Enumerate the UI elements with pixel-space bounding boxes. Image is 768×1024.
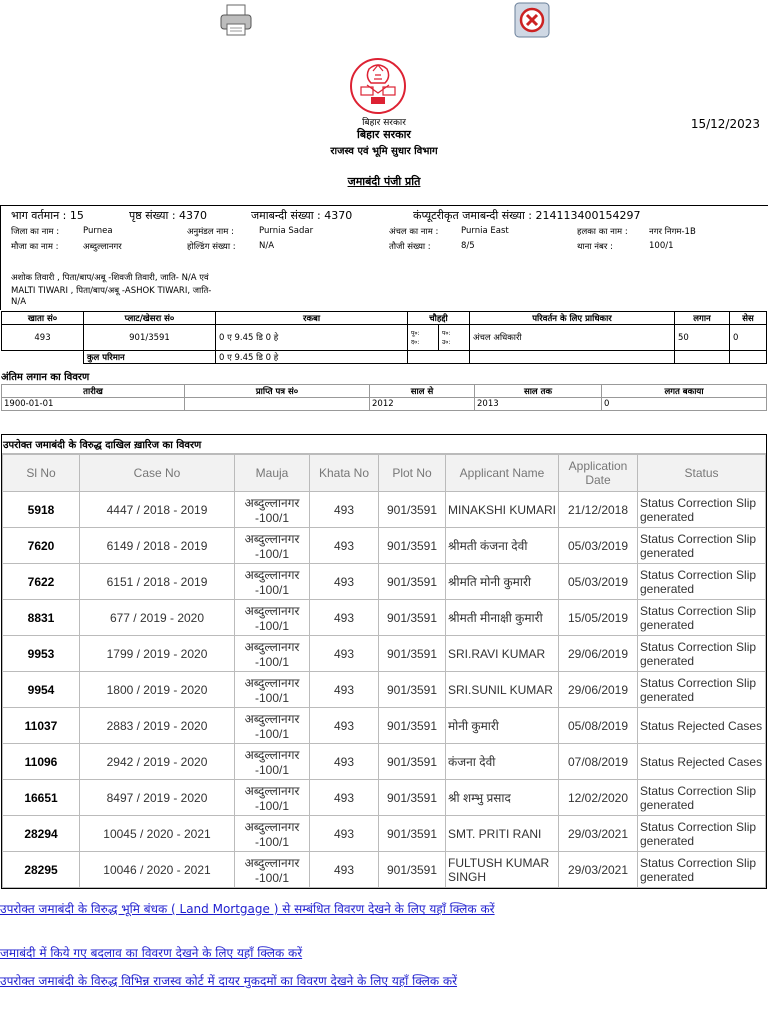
case-plot: 901/3591 xyxy=(379,564,446,600)
case-mauja: अब्दुल्लानगर -100/1 xyxy=(235,492,310,528)
case-applicant-name: FULTUSH KUMAR SINGH xyxy=(446,852,559,888)
case-status: Status Correction Slip generated xyxy=(638,852,766,888)
print-date: 15/12/2023 xyxy=(690,117,760,131)
cases-section-title: उपरोक्त जमाबंदी के विरुद्ध दाखिल ख़ारिज का विवरण xyxy=(2,435,766,454)
holding-label: होल्डिंग संख्या : xyxy=(187,242,236,252)
case-row xyxy=(3,852,766,888)
total-value: 0 ए 9.45 डि 0 हे xyxy=(216,351,408,364)
col-rakba: रकबा xyxy=(216,312,408,325)
chauhaddi-north-south: पू०: द०: xyxy=(408,325,439,351)
case-plot: 901/3591 xyxy=(379,528,446,564)
prishth-field: पृष्ठ संख्या : 4370 xyxy=(129,209,208,222)
case-applicant-name: कंजना देवी xyxy=(446,744,559,780)
case-plot: 901/3591 xyxy=(379,636,446,672)
case-mauja: अब्दुल्लानगर -100/1 xyxy=(235,780,310,816)
case-application-date: 29/06/2019 xyxy=(559,636,638,672)
lagan-receipt xyxy=(185,398,370,411)
case-khata: 493 xyxy=(310,780,379,816)
case-mauja: अब्दुल्लानगर -100/1 xyxy=(235,708,310,744)
computerized-jamabandi-field: कंप्यूटरीकृत जमाबन्दी संख्या : 214113400154297 xyxy=(413,209,641,222)
cases-header xyxy=(3,455,766,492)
case-sl-no: 11037 xyxy=(3,708,80,744)
cases-section xyxy=(1,434,767,889)
tauzi-label: तौजी संख्या : xyxy=(389,242,431,252)
case-khata: 493 xyxy=(310,492,379,528)
jamabandi-info-block xyxy=(0,205,768,310)
case-mauja: अब्दुल्लानगर -100/1 xyxy=(235,744,310,780)
plot-value: 901/3591 xyxy=(84,325,216,351)
col-application-date: Application Date xyxy=(559,455,638,492)
cases-table xyxy=(2,454,766,888)
anumandal-label: अनुमंडल नाम : xyxy=(187,227,234,237)
lagan-header xyxy=(2,385,767,398)
case-row xyxy=(3,708,766,744)
case-status: Status Rejected Cases xyxy=(638,744,766,780)
case-sl-no: 8831 xyxy=(3,600,80,636)
lagan-value: 50 xyxy=(675,325,730,351)
lagan-section-title: अंतिम लगान का विवरण xyxy=(1,372,90,383)
case-application-date: 29/03/2021 xyxy=(559,816,638,852)
case-application-date: 29/03/2021 xyxy=(559,852,638,888)
case-number: 8497 / 2019 - 2020 xyxy=(80,780,235,816)
case-plot: 901/3591 xyxy=(379,780,446,816)
col-tarikh: तारीख xyxy=(2,385,185,398)
case-plot: 901/3591 xyxy=(379,708,446,744)
case-status: Status Correction Slip generated xyxy=(638,780,766,816)
col-bakaya: लगत बकाया xyxy=(602,385,767,398)
case-sl-no: 11096 xyxy=(3,744,80,780)
col-lagan: लगान xyxy=(675,312,730,325)
department-name: राजस्व एवं भूमि सुधार विभाग xyxy=(330,146,438,157)
lagan-due: 0 xyxy=(602,398,767,411)
case-plot: 901/3591 xyxy=(379,816,446,852)
bihar-emblem-icon xyxy=(347,57,409,115)
thana-value: 100/1 xyxy=(649,241,674,251)
ses-value: 0 xyxy=(730,325,767,351)
case-application-date: 15/05/2019 xyxy=(559,600,638,636)
close-icon[interactable] xyxy=(514,2,550,38)
emblem-caption: बिहार सरकार xyxy=(362,118,406,128)
col-status: Status xyxy=(638,455,766,492)
thana-label: थाना नंबर : xyxy=(577,242,613,252)
jamabandi-number-field: जमाबन्दी संख्या : 4370 xyxy=(251,209,353,222)
case-number: 6151 / 2018 - 2019 xyxy=(80,564,235,600)
case-status: Status Correction Slip generated xyxy=(638,492,766,528)
case-mauja: अब्दुल्लानगर -100/1 xyxy=(235,600,310,636)
jamabandi-changes-link[interactable]: जमाबंदी में किये गए बदलाव का विवरण देखने के लिए यहाँ क्लिक करें xyxy=(0,946,303,960)
case-plot: 901/3591 xyxy=(379,672,446,708)
col-ses: सेस xyxy=(730,312,767,325)
case-applicant-name: MINAKSHI KUMARI xyxy=(446,492,559,528)
col-saal-tak: साल तक xyxy=(475,385,602,398)
case-mauja: अब्दुल्लानगर -100/1 xyxy=(235,528,310,564)
col-plot-no: Plot No xyxy=(379,455,446,492)
case-applicant-name: मोनी कुमारी xyxy=(446,708,559,744)
case-applicant-name: श्री शम्भु प्रसाद xyxy=(446,780,559,816)
case-applicant-name: SRI.RAVI KUMAR xyxy=(446,636,559,672)
case-row xyxy=(3,492,766,528)
case-status: Status Correction Slip generated xyxy=(638,816,766,852)
case-plot: 901/3591 xyxy=(379,852,446,888)
case-application-date: 12/02/2020 xyxy=(559,780,638,816)
case-application-date: 29/06/2019 xyxy=(559,672,638,708)
case-row xyxy=(3,600,766,636)
printer-icon[interactable] xyxy=(218,2,254,38)
case-number: 10045 / 2020 - 2021 xyxy=(80,816,235,852)
case-applicant-name: श्रीमति मोनी कुमारी xyxy=(446,564,559,600)
bhag-field: भाग वर्तमान : 15 xyxy=(11,209,84,222)
case-status: Status Correction Slip generated xyxy=(638,564,766,600)
case-application-date: 07/08/2019 xyxy=(559,744,638,780)
col-mauja: Mauja xyxy=(235,455,310,492)
col-saal-se: साल से xyxy=(370,385,475,398)
anchal-value: Purnia East xyxy=(461,226,509,236)
case-applicant-name: SRI.SUNIL KUMAR xyxy=(446,672,559,708)
page-title: जमाबंदी पंजी प्रति xyxy=(347,175,421,188)
land-details-table xyxy=(1,311,767,364)
case-application-date: 05/03/2019 xyxy=(559,528,638,564)
case-row xyxy=(3,816,766,852)
halka-value: नगर निगम-1B xyxy=(649,227,696,237)
lagan-from: 2012 xyxy=(370,398,475,411)
chauhaddi-east-west: प०: उ०: xyxy=(439,325,470,351)
anumandal-value: Purnia Sadar xyxy=(259,226,314,236)
adhikar-value: अंचल अधिकारी xyxy=(470,325,675,351)
case-number: 1800 / 2019 - 2020 xyxy=(80,672,235,708)
case-number: 10046 / 2020 - 2021 xyxy=(80,852,235,888)
case-plot: 901/3591 xyxy=(379,744,446,780)
land-table-header xyxy=(2,312,767,325)
owner-line-3: N/A xyxy=(11,297,27,307)
col-adhikar: परिवर्तन के लिए प्राधिकार xyxy=(470,312,675,325)
lagan-to: 2013 xyxy=(475,398,602,411)
case-khata: 493 xyxy=(310,564,379,600)
case-khata: 493 xyxy=(310,636,379,672)
case-status: Status Correction Slip generated xyxy=(638,672,766,708)
case-plot: 901/3591 xyxy=(379,600,446,636)
case-number: 4447 / 2018 - 2019 xyxy=(80,492,235,528)
case-number: 677 / 2019 - 2020 xyxy=(80,600,235,636)
revenue-court-cases-link[interactable]: उपरोक्त जमाबंदी के विरुद्ध विभिन्न राजस्व कोर्ट में दायर मुकदमों का विवरण देखने के लिए यहाँ क्लिक करें xyxy=(0,974,458,988)
case-khata: 493 xyxy=(310,600,379,636)
case-status: Status Correction Slip generated xyxy=(638,636,766,672)
case-sl-no: 16651 xyxy=(3,780,80,816)
case-application-date: 21/12/2018 xyxy=(559,492,638,528)
case-khata: 493 xyxy=(310,816,379,852)
lagan-date: 1900-01-01 xyxy=(2,398,185,411)
case-sl-no: 28295 xyxy=(3,852,80,888)
case-mauja: अब्दुल्लानगर -100/1 xyxy=(235,852,310,888)
land-total-row xyxy=(2,351,767,364)
col-sl-no: Sl No xyxy=(3,455,80,492)
case-row xyxy=(3,528,766,564)
case-status: Status Rejected Cases xyxy=(638,708,766,744)
col-plot: प्लाट/खेसरा सं० xyxy=(84,312,216,325)
case-plot: 901/3591 xyxy=(379,492,446,528)
case-applicant-name: SMT. PRITI RANI xyxy=(446,816,559,852)
case-row xyxy=(3,744,766,780)
owner-line-2: MALTI TIWARI , पिता/बाप/अबू -ASHOK TIWARI, जाति- xyxy=(11,286,212,296)
zila-label: जिला का नाम : xyxy=(11,227,60,237)
case-sl-no: 7620 xyxy=(3,528,80,564)
case-row xyxy=(3,672,766,708)
col-khata-no: Khata No xyxy=(310,455,379,492)
case-sl-no: 28294 xyxy=(3,816,80,852)
mauja-value: अब्दुल्लानगर xyxy=(83,242,122,252)
rakba-value: 0 ए 9.45 डि 0 हे xyxy=(216,325,408,351)
zila-value: Purnea xyxy=(83,226,113,236)
case-application-date: 05/03/2019 xyxy=(559,564,638,600)
case-khata: 493 xyxy=(310,672,379,708)
mauja-label: मौजा का नाम : xyxy=(11,242,59,252)
col-applicant-name: Applicant Name xyxy=(446,455,559,492)
government-name: बिहार सरकार xyxy=(357,128,411,141)
case-number: 6149 / 2018 - 2019 xyxy=(80,528,235,564)
case-row xyxy=(3,636,766,672)
case-khata: 493 xyxy=(310,708,379,744)
case-khata: 493 xyxy=(310,528,379,564)
anchal-label: अंचल का नाम : xyxy=(389,227,439,237)
col-khata: खाता सं० xyxy=(2,312,84,325)
case-mauja: अब्दुल्लानगर -100/1 xyxy=(235,672,310,708)
case-status: Status Correction Slip generated xyxy=(638,600,766,636)
land-mortgage-link[interactable]: उपरोक्त जमाबंदी के विरुद्ध भूमि बंधक ( Land Mortgage ) से सम्बंधित विवरण देखने के लिए यहाँ क्लिक करें xyxy=(0,902,495,916)
case-sl-no: 9953 xyxy=(3,636,80,672)
lagan-table xyxy=(1,384,767,411)
case-applicant-name: श्रीमती कंजना देवी xyxy=(446,528,559,564)
halka-label: हलका का नाम : xyxy=(577,227,628,237)
col-prapti: प्राप्ति पत्र सं० xyxy=(185,385,370,398)
case-khata: 493 xyxy=(310,852,379,888)
land-row xyxy=(2,325,767,351)
case-mauja: अब्दुल्लानगर -100/1 xyxy=(235,816,310,852)
case-sl-no: 9954 xyxy=(3,672,80,708)
tauzi-value: 8/5 xyxy=(461,241,475,251)
case-row xyxy=(3,564,766,600)
case-number: 2942 / 2019 - 2020 xyxy=(80,744,235,780)
case-mauja: अब्दुल्लानगर -100/1 xyxy=(235,636,310,672)
case-row xyxy=(3,780,766,816)
case-applicant-name: श्रीमती मीनाक्षी कुमारी xyxy=(446,600,559,636)
case-application-date: 05/08/2019 xyxy=(559,708,638,744)
col-chauhaddi: चौहद्दी xyxy=(408,312,470,325)
case-khata: 493 xyxy=(310,744,379,780)
holding-value: N/A xyxy=(259,241,275,251)
case-number: 1799 / 2019 - 2020 xyxy=(80,636,235,672)
case-status: Status Correction Slip generated xyxy=(638,528,766,564)
case-mauja: अब्दुल्लानगर -100/1 xyxy=(235,564,310,600)
total-label: कुल परिमान xyxy=(84,351,216,364)
case-number: 2883 / 2019 - 2020 xyxy=(80,708,235,744)
case-sl-no: 7622 xyxy=(3,564,80,600)
owner-line-1: अशोक तिवारी , पिता/बाप/अबू -शिवजी तिवारी, जाति- N/A एवं xyxy=(11,273,209,283)
case-sl-no: 5918 xyxy=(3,492,80,528)
khata-value: 493 xyxy=(2,325,84,351)
col-case-no: Case No xyxy=(80,455,235,492)
lagan-row xyxy=(2,398,767,411)
